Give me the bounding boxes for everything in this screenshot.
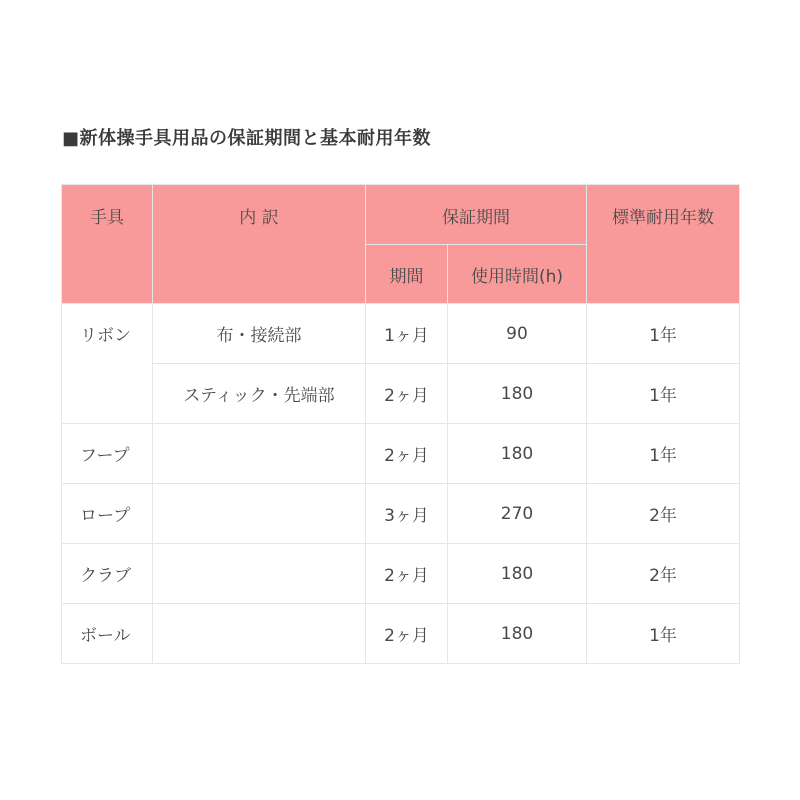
hours-cell: 180 [448,424,587,484]
header-breakdown: 内 訳 [153,185,366,304]
table-row [62,424,740,484]
hours-cell: 180 [448,604,587,664]
breakdown-cell [153,484,366,544]
period-cell: 2ヶ月 [366,364,448,424]
header-lifespan: 標準耐用年数 [587,185,740,304]
breakdown-cell [153,604,366,664]
table-row [62,484,740,544]
apparatus-cell: ボール [62,604,153,664]
header-usage-hours: 使用時間(h) [448,245,587,304]
period-cell: 3ヶ月 [366,484,448,544]
header-period: 期間 [366,245,448,304]
lifespan-cell: 1年 [587,424,740,484]
header-row [62,185,740,245]
lifespan-cell: 1年 [587,364,740,424]
table-row [62,304,740,364]
period-cell: 2ヶ月 [366,424,448,484]
table-row [62,604,740,664]
breakdown-cell: スティック・先端部 [153,364,366,424]
hours-cell: 180 [448,544,587,604]
apparatus-cell: フープ [62,424,153,484]
apparatus-cell: リボン [62,304,153,424]
apparatus-cell: クラブ [62,544,153,604]
hours-cell: 90 [448,304,587,364]
hours-cell: 270 [448,484,587,544]
period-cell: 2ヶ月 [366,604,448,664]
hours-cell: 180 [448,364,587,424]
header-apparatus: 手具 [62,185,153,304]
breakdown-cell: 布・接続部 [153,304,366,364]
warranty-table [61,184,740,664]
apparatus-cell: ロープ [62,484,153,544]
period-cell: 2ヶ月 [366,544,448,604]
breakdown-cell [153,424,366,484]
lifespan-cell: 2年 [587,544,740,604]
table-row [62,364,740,424]
header-warranty: 保証期間 [366,185,587,245]
lifespan-cell: 1年 [587,604,740,664]
period-cell: 1ヶ月 [366,304,448,364]
lifespan-cell: 1年 [587,304,740,364]
breakdown-cell [153,544,366,604]
table-row [62,544,740,604]
lifespan-cell: 2年 [587,484,740,544]
page-title: ■新体操手具用品の保証期間と基本耐用年数 [62,128,432,149]
